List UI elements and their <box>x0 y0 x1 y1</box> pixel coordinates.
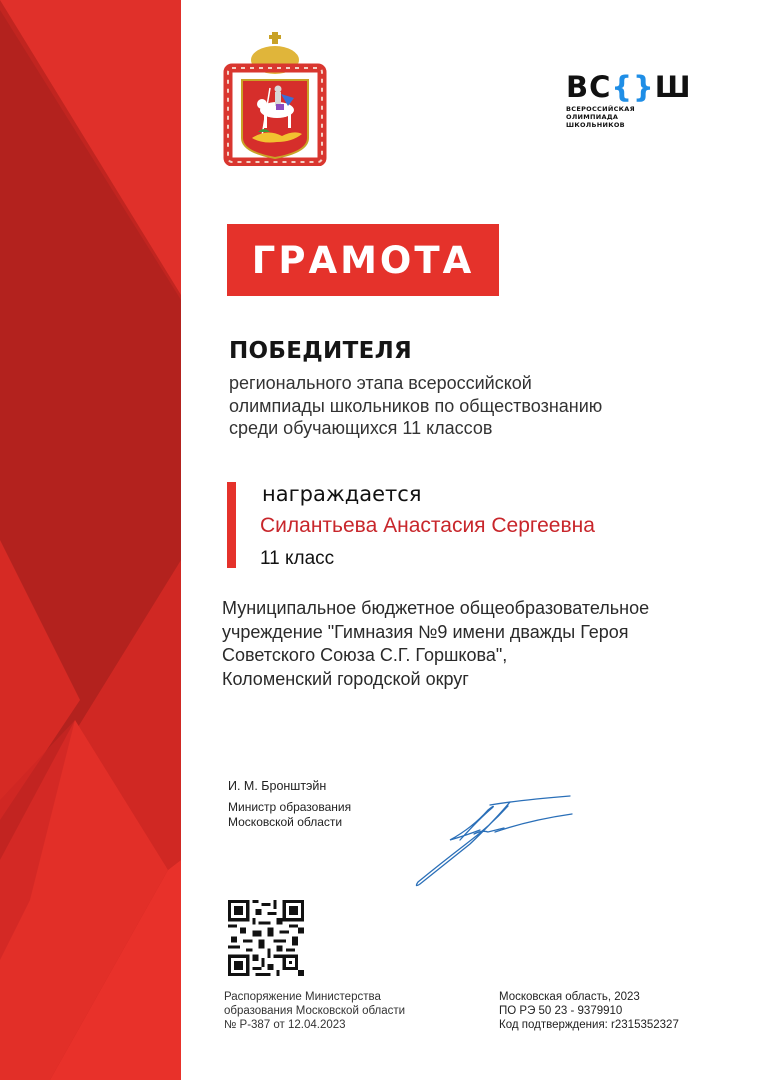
decorative-red-panel <box>0 0 181 1080</box>
certificate-title-banner <box>227 224 499 296</box>
confirmation-code: Код подтверждения: r2315352327 <box>499 1019 679 1031</box>
award-description: регионального этапа всероссийской олимпиады школьников по обществознанию среди обучающихся 11 классов <box>229 373 603 438</box>
vsosh-subtitle: ВСЕРОССИЙСКАЯ ОЛИМПИАДА ШКОЛЬНИКОВ <box>566 105 635 129</box>
handwritten-signature <box>400 780 590 890</box>
certificate-title: ГРАМОТА <box>251 238 475 282</box>
recipient-grade: 11 класс <box>260 548 335 569</box>
region-and-code: Московская область, 2023 ПО РЭ 50 23 - 9379910 Код подтверждения: r2315352327 <box>499 991 679 1031</box>
school-info: Муниципальное бюджетное общеобразовательное учреждение "Гимназия №9 имени дважды Героя Советского Союза С.Г. Горшкова", Коломенский городской округ <box>222 598 650 689</box>
vsosh-logo <box>566 72 690 129</box>
ministry-order: Распоряжение Министерства образования Московской области № Р-387 от 12.04.2023 <box>224 991 406 1031</box>
qr-code[interactable] <box>228 900 304 976</box>
awarded-label: награждается <box>262 482 422 506</box>
signatory-name: И. М. Бронштэйн <box>228 779 327 793</box>
signatory-role: Министр образования Московской области <box>228 800 352 829</box>
recipient-name: Силантьева Анастасия Сергеевна <box>260 514 595 537</box>
accent-bar <box>227 482 236 568</box>
coat-of-arms-emblem <box>222 30 328 166</box>
vsosh-wordmark: ВС { } Ш <box>566 70 692 104</box>
award-heading: ПОБЕДИТЕЛЯ <box>229 338 412 364</box>
